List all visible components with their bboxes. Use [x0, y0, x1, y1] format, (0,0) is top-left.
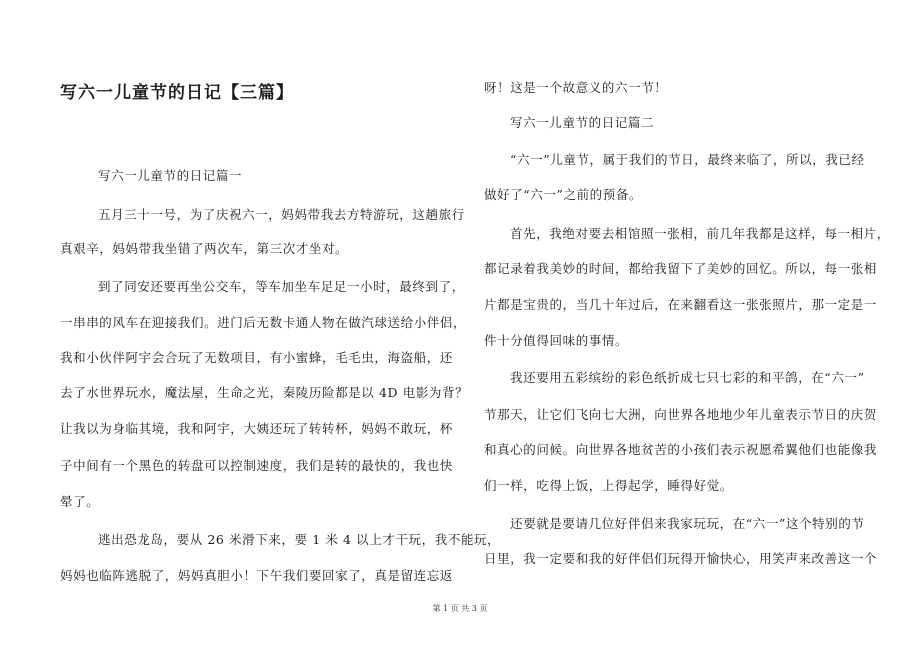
paragraph-line: 我和小伙伴阿宇会合玩了无数项目，有小蜜蜂，毛毛虫，海盗船，还: [60, 350, 454, 365]
section-heading: 写六一儿童节的日记篇二: [510, 115, 655, 130]
paragraph-line: 们一样，吃得上饭，上得起学，睡得好觉。: [484, 478, 733, 493]
paragraph-line: 件十分值得回味的事情。: [484, 333, 629, 348]
paragraph-line: “六一”儿童节，属于我们的节日，最终来临了，所以，我已经: [510, 152, 865, 167]
paragraph-line: 首先，我绝对要去相馆照一张相，前几年我都是这样，每一相片，: [510, 226, 890, 241]
paragraph-line: 妈妈也临阵逃脱了，妈妈真胆小！下午我们要回家了，真是留连忘返: [60, 568, 454, 583]
paragraph-line: 都记录着我美妙的时间，都给我留下了美妙的回忆。所以，每一张相: [484, 261, 878, 276]
paragraph-line: 到了同安还要再坐公交车，等车加坐车足足一小时，最终到了，: [98, 279, 465, 294]
paragraph-line: 我还要用五彩缤纷的彩色纸折成七只七彩的和平鸽，在“六一”: [510, 370, 865, 385]
paragraph-line: 晕了。: [60, 494, 100, 509]
paragraph-line: 一串串的风车在迎接我们。进门后无数卡通人物在做汽球送给小伴侣，: [60, 315, 467, 330]
paragraph-line: 五月三十一号，为了庆祝六一，妈妈带我去方特游玩，这趟旅行: [98, 207, 465, 222]
paragraph-line: 去了水世界玩水，魔法屋，生命之光，秦陵历险都是以 4D 电影为背？: [60, 385, 469, 400]
paragraph-line: 日里，我一定要和我的好伴侣们玩得开愉快心，用笑声来改善这一个: [484, 551, 878, 566]
paragraph-line: 和真心的问候。向世界各地贫苦的小孩们表示祝愿希翼他们也能像我: [484, 442, 878, 457]
paragraph-line: 还要就是要请几位好伴侣来我家玩玩，在“六一”这个特别的节: [510, 516, 865, 531]
paragraph-line: 让我以为身临其境，我和阿宇，大姨还玩了转转杯，妈妈不敢玩，杯: [60, 421, 454, 436]
paragraph-line: 节那天，让它们飞向七大洲，向世界各地地少年儿童表示节日的庆贺: [484, 407, 878, 422]
paragraph-line: 子中间有一个黑色的转盘可以控制速度，我们是转的最快的，我也快: [60, 458, 454, 473]
paragraph-line: 做好了“六一”之前的预备。: [484, 187, 643, 202]
paragraph-line: 片都是宝贵的，当几十年过后，在来翻看这一张张照片，那一定是一: [484, 297, 878, 312]
paragraph-line: 逃出恐龙岛，要从 26 米滑下来，要 1 米 4 以上才干玩，我不能玩，: [98, 532, 501, 547]
page-title: 写六一儿童节的日记【三篇】: [60, 83, 294, 103]
section-heading: 写六一儿童节的日记篇一: [98, 168, 243, 183]
paragraph-line: 呀！这是一个故意义的六一节！: [484, 80, 668, 95]
paragraph-line: 真艰辛，妈妈带我坐错了两次车，第三次才坐对。: [60, 241, 349, 256]
page-number-footer: 第 1 页 共 3 页: [432, 604, 488, 613]
